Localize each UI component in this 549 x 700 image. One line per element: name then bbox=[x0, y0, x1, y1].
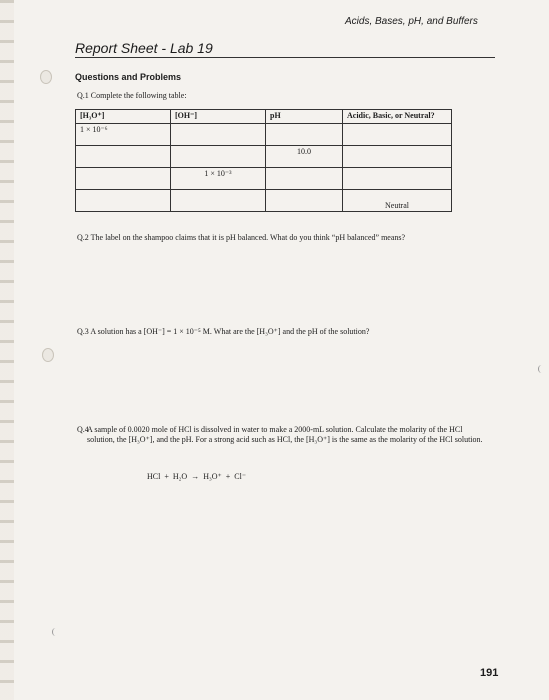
table-row bbox=[76, 124, 452, 146]
table-header-row bbox=[76, 110, 452, 124]
cell-type[interactable] bbox=[343, 146, 452, 168]
cell-h3o[interactable] bbox=[76, 168, 171, 190]
page-title: Report Sheet - Lab 19 bbox=[75, 40, 213, 56]
header-h3o: [H₃O⁺] bbox=[76, 110, 171, 124]
table-row bbox=[76, 190, 452, 212]
cell-ph[interactable] bbox=[266, 168, 343, 190]
page-edge-mark bbox=[538, 365, 545, 373]
running-head: Acids, Bases, pH, and Buffers bbox=[345, 16, 478, 27]
cell-oh[interactable]: 1 × 10⁻³ bbox=[171, 168, 266, 190]
cell-ph[interactable] bbox=[266, 190, 343, 212]
question-3: Q.3 A solution has a [OH⁻] = 1 × 10⁻⁵ M. What are the [H₃O⁺] and the pH of the solution? bbox=[77, 327, 370, 336]
cell-oh[interactable] bbox=[171, 146, 266, 168]
hcl-equation: HCl + H₂O → H₃O⁺ + Cl⁻ bbox=[147, 472, 247, 481]
spiral-binding bbox=[0, 0, 14, 700]
question-2: Q.2 The label on the shampoo claims that it is pH balanced. What do you think “pH balanced” means? bbox=[77, 233, 406, 242]
table-row bbox=[76, 146, 452, 168]
cell-ph[interactable] bbox=[266, 124, 343, 146]
cell-oh[interactable] bbox=[171, 124, 266, 146]
table-row bbox=[76, 168, 452, 190]
cell-type[interactable] bbox=[343, 124, 452, 146]
section-title: Questions and Problems bbox=[75, 72, 182, 82]
cell-type[interactable]: Neutral bbox=[343, 190, 452, 212]
cell-oh[interactable] bbox=[171, 190, 266, 212]
cell-h3o[interactable]: 1 × 10⁻⁶ bbox=[76, 124, 171, 146]
ph-table bbox=[75, 109, 452, 212]
cell-h3o[interactable] bbox=[76, 146, 171, 168]
page-edge-mark bbox=[52, 628, 59, 636]
cell-type[interactable] bbox=[343, 168, 452, 190]
cell-h3o[interactable] bbox=[76, 190, 171, 212]
question-4-text: A sample of 0.0020 mole of HCl is dissolved in water to make a 2000-mL solution. Calculate the molarity of the HCl solution, the [H₃O⁺], and the pH. For a strong acid such as HCl, the [H₃O⁺] is the same as the molarity of the HCl solution. bbox=[87, 425, 483, 444]
header-oh: [OH⁻] bbox=[171, 110, 266, 124]
cell-ph[interactable]: 10.0 bbox=[266, 146, 343, 168]
question-4-number: Q.4 bbox=[77, 425, 89, 434]
punch-hole bbox=[42, 348, 54, 362]
question-1: Q.1 Complete the following table: bbox=[77, 91, 187, 100]
punch-hole bbox=[40, 70, 52, 84]
header-acidic-basic-neutral: Acidic, Basic, or Neutral? bbox=[343, 110, 452, 124]
page-number: 191 bbox=[480, 667, 499, 679]
header-ph: pH bbox=[266, 110, 343, 124]
title-rule bbox=[75, 57, 495, 58]
